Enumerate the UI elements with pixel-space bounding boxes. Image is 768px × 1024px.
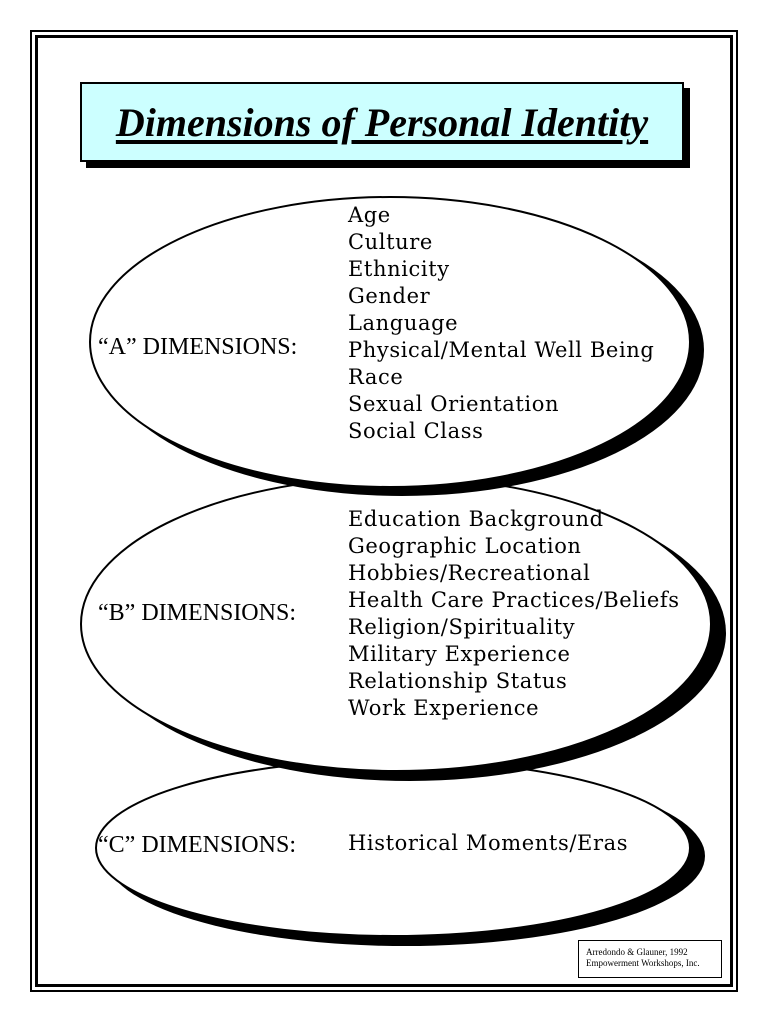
list-item: Relationship Status [348,669,568,693]
b-dimensions-list [348,506,680,722]
list-item: Age [348,203,391,227]
citation-organization: Empowerment Workshops, Inc. [586,958,700,968]
list-item: Ethnicity [348,257,450,281]
list-item: Work Experience [348,696,540,720]
list-item: Religion/Spirituality [348,615,576,639]
b-dimensions-label: “B” DIMENSIONS: [98,600,296,626]
citation-box [578,940,722,978]
c-dimensions-label: “C” DIMENSIONS: [98,832,296,858]
list-item: Sexual Orientation [348,392,560,416]
list-item: Historical Moments/Eras [348,831,629,855]
list-item: Social Class [348,419,484,443]
citation-authors: Arredondo & Glauner, 1992 [586,947,688,957]
a-dimensions-list [348,202,654,445]
list-item: Education Background [348,507,604,531]
list-item: Culture [348,230,433,254]
list-item: Geographic Location [348,534,582,558]
list-item: Gender [348,284,431,308]
list-item: Military Experience [348,642,571,666]
list-item: Hobbies/Recreational [348,561,591,585]
list-item: Race [348,365,404,389]
a-dimensions-label: “A” DIMENSIONS: [98,334,298,360]
page-title: Dimensions of Personal Identity [115,99,649,145]
c-dimensions-list [348,830,628,857]
list-item: Physical/Mental Well Being [348,338,655,362]
list-item: Language [348,311,459,335]
list-item: Health Care Practices/Beliefs [348,588,680,612]
